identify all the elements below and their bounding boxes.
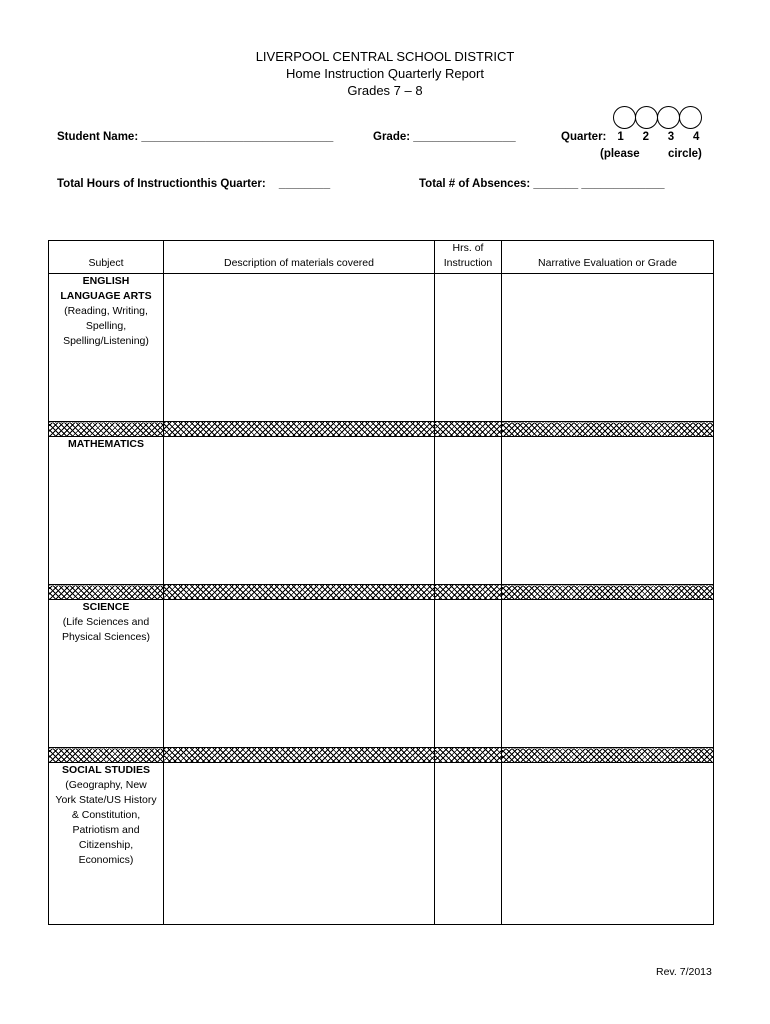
table-row (49, 437, 714, 585)
student-name-blank[interactable]: ______________________________ (141, 131, 334, 143)
narrative-header: Narrative Evaluation or Grade (502, 241, 714, 274)
grade-field[interactable] (373, 131, 516, 143)
subject-detail-line: (Geography, New (65, 779, 147, 791)
quarter-option-4[interactable]: 4 (692, 131, 700, 143)
table-row (49, 274, 714, 422)
description-cell[interactable] (164, 274, 435, 422)
subject-name-line: SOCIAL STUDIES (62, 764, 150, 776)
quarter-label: Quarter: (561, 131, 607, 143)
quarter-circle-1[interactable] (613, 106, 636, 129)
description-header: Description of materials covered (164, 241, 435, 274)
grade-label: Grade: (373, 131, 411, 143)
total-hours-label: Total Hours of Instructionthis Quarter: (57, 178, 266, 190)
please-note: (please (600, 148, 640, 160)
hatched-divider (49, 748, 714, 763)
description-cell[interactable] (164, 763, 435, 925)
subject-name-line: SCIENCE (82, 601, 130, 613)
quarter-circle-2[interactable] (635, 106, 658, 129)
subject-detail-line: Patriotism and (72, 824, 140, 836)
circle-note: circle) (668, 148, 702, 160)
narrative-cell[interactable] (502, 274, 714, 422)
description-cell[interactable] (164, 437, 435, 585)
description-cell[interactable] (164, 600, 435, 748)
grades-title: Grades 7 – 8 (347, 83, 423, 98)
hours-cell[interactable] (435, 274, 502, 422)
quarter-option-3[interactable]: 3 (667, 131, 675, 143)
quarter-option-2[interactable]: 2 (642, 131, 649, 143)
subject-cell-english (49, 274, 164, 422)
narrative-cell[interactable] (502, 763, 714, 925)
total-hours-blank[interactable]: ________ (278, 178, 331, 190)
table-row (49, 600, 714, 748)
grade-blank[interactable]: ________________ (413, 131, 516, 143)
subject-detail-line: (Reading, Writing, (64, 305, 148, 317)
subject-cell-social-studies (49, 763, 164, 925)
subject-detail-line: York State/US History (55, 794, 157, 806)
subject-detail-line: Spelling/Listening) (63, 335, 149, 347)
absences-field[interactable] (419, 178, 665, 190)
subject-name-line: ENGLISH (82, 275, 130, 287)
subject-name-line: LANGUAGE ARTS (60, 290, 152, 302)
district-title: LIVERPOOL CENTRAL SCHOOL DISTRICT (255, 49, 515, 64)
subject-cell-science (49, 600, 164, 748)
quarter-circles (613, 106, 701, 130)
report-title: Home Instruction Quarterly Report (286, 66, 484, 81)
subject-name-line: MATHEMATICS (67, 438, 145, 450)
hours-header-line2: Instruction (443, 257, 493, 269)
total-hours-field[interactable] (57, 178, 330, 190)
hours-cell[interactable] (435, 437, 502, 585)
table-row (49, 763, 714, 925)
hours-cell[interactable] (435, 763, 502, 925)
hatched-divider (49, 585, 714, 600)
hatched-divider (49, 422, 714, 437)
narrative-cell[interactable] (502, 600, 714, 748)
quarter-circle-4[interactable] (679, 106, 702, 129)
table-header-row (49, 241, 714, 274)
subject-header: Subject (49, 241, 164, 274)
hours-header-line1: Hrs. of (452, 242, 484, 254)
quarter-option-1[interactable]: 1 (617, 131, 624, 143)
absences-blank[interactable]: _______ _____________ (533, 178, 665, 190)
narrative-cell[interactable] (502, 437, 714, 585)
subject-detail-line: Economics) (78, 854, 134, 866)
report-table (48, 240, 714, 925)
hours-header (435, 241, 502, 274)
student-name-label: Student Name: (57, 131, 139, 143)
subject-detail-line: Spelling, (85, 320, 127, 332)
quarter-field (561, 131, 707, 143)
absences-label: Total # of Absences: (419, 178, 531, 190)
hours-cell[interactable] (435, 600, 502, 748)
subject-detail-line: & Constitution, (71, 809, 141, 821)
subject-detail-line: Citizenship, (78, 839, 134, 851)
quarter-circle-3[interactable] (657, 106, 680, 129)
revision-note: Rev. 7/2013 (656, 966, 712, 978)
subject-detail-line: (Life Sciences and (62, 616, 150, 628)
subject-cell-mathematics (49, 437, 164, 585)
subject-detail-line: Physical Sciences) (61, 631, 151, 643)
student-name-field[interactable] (57, 131, 333, 143)
